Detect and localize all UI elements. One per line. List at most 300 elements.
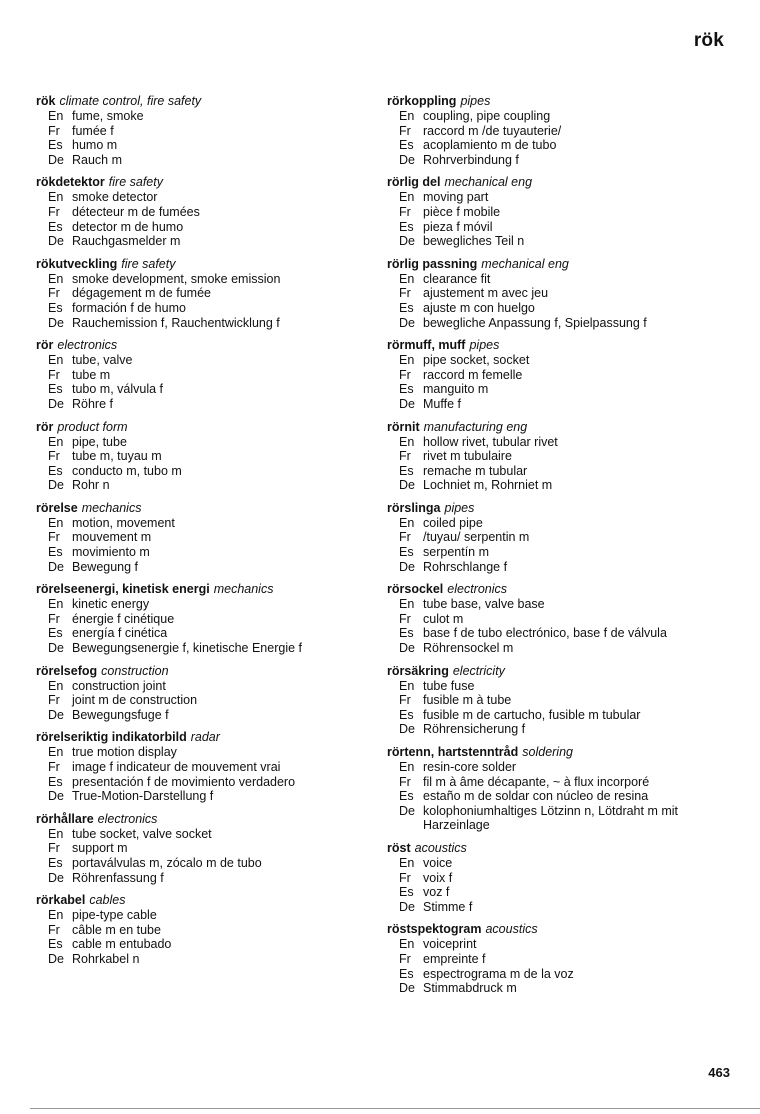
headword: rörsäkring bbox=[387, 663, 449, 678]
dictionary-entry bbox=[387, 94, 732, 167]
entry-heading bbox=[36, 812, 386, 827]
subject-domain: pipes bbox=[444, 500, 475, 515]
translation-text: formación f de humo bbox=[72, 300, 186, 315]
translation-line bbox=[387, 693, 732, 708]
translation-line bbox=[36, 560, 386, 575]
translation-text: estaño m de soldar con núcleo de resina bbox=[423, 789, 649, 804]
language-code: Es bbox=[399, 885, 414, 900]
language-code: Fr bbox=[399, 204, 411, 219]
language-code: En bbox=[399, 434, 415, 449]
headword: rör bbox=[36, 338, 54, 353]
translation-line bbox=[387, 234, 732, 249]
subject-domain: pipes bbox=[469, 338, 500, 353]
language-code: Es bbox=[48, 463, 63, 478]
translation-line bbox=[36, 464, 386, 479]
translation-line bbox=[387, 449, 732, 464]
translation-text: voix f bbox=[423, 870, 453, 885]
translation-text: Rohr n bbox=[72, 478, 110, 493]
translation-line bbox=[36, 923, 386, 938]
translation-line bbox=[36, 449, 386, 464]
subject-domain: construction bbox=[101, 663, 169, 678]
translation-line bbox=[387, 478, 732, 493]
translation-line bbox=[36, 368, 386, 383]
subject-domain: manufacturing eng bbox=[423, 419, 528, 434]
translation-line bbox=[387, 789, 732, 804]
dictionary-entry bbox=[387, 257, 732, 330]
translation-text: Muffe f bbox=[423, 396, 461, 411]
translation-line bbox=[36, 952, 386, 967]
translation-text: raccord m /de tuyauterie/ bbox=[423, 123, 562, 138]
translation-text: /tuyau/ serpentin m bbox=[423, 530, 530, 545]
subject-domain: pipes bbox=[460, 94, 491, 108]
translation-line bbox=[387, 382, 732, 397]
language-code: Es bbox=[48, 382, 63, 397]
translation-line bbox=[387, 190, 732, 205]
language-code: De bbox=[399, 559, 415, 574]
translation-line bbox=[36, 205, 386, 220]
language-code: De bbox=[48, 478, 64, 493]
language-code: De bbox=[399, 478, 415, 493]
language-code: De bbox=[399, 315, 415, 330]
language-code: En bbox=[399, 937, 415, 952]
language-code: Fr bbox=[399, 774, 411, 789]
translation-text: portaválvulas m, zócalo m de tubo bbox=[72, 855, 262, 870]
language-code: Es bbox=[48, 855, 63, 870]
dictionary-entry bbox=[387, 420, 732, 493]
translation-text: Rauchemission f, Rauchentwicklung f bbox=[72, 315, 280, 330]
translation-text: fusible m de cartucho, fusible m tubular bbox=[423, 707, 641, 722]
language-code: En bbox=[48, 515, 64, 530]
language-code: Fr bbox=[48, 922, 60, 937]
dictionary-entry bbox=[36, 812, 386, 885]
subject-domain: electronics bbox=[97, 811, 158, 826]
language-code: En bbox=[399, 353, 415, 368]
translation-line bbox=[387, 109, 732, 124]
translation-line bbox=[36, 745, 386, 760]
entry-heading bbox=[36, 175, 386, 190]
translation-text: fume, smoke bbox=[72, 109, 144, 123]
language-code: Fr bbox=[399, 530, 411, 545]
translation-text: tube fuse bbox=[423, 678, 475, 693]
language-code: Es bbox=[399, 545, 414, 560]
language-code: De bbox=[48, 234, 64, 249]
translation-line bbox=[387, 316, 732, 331]
language-code: De bbox=[48, 315, 64, 330]
dictionary-entry bbox=[36, 730, 386, 803]
language-code: Es bbox=[399, 138, 414, 153]
translation-line bbox=[387, 397, 732, 412]
translation-text: serpentín m bbox=[423, 545, 490, 560]
headword: rörlig passning bbox=[387, 256, 478, 271]
language-code: En bbox=[399, 109, 415, 123]
language-code: De bbox=[399, 396, 415, 411]
dictionary-entry bbox=[36, 582, 386, 655]
entry-heading bbox=[36, 501, 386, 516]
language-code: Fr bbox=[399, 611, 411, 626]
translation-text: bewegliche Anpassung f, Spielpassung f bbox=[423, 315, 647, 330]
subject-domain: fire safety bbox=[108, 175, 163, 190]
language-code: Es bbox=[48, 300, 63, 315]
translation-line bbox=[36, 597, 386, 612]
language-code: De bbox=[48, 152, 64, 167]
subject-domain: mechanical eng bbox=[444, 175, 533, 190]
translation-text: joint m de construction bbox=[72, 693, 198, 708]
entry-heading bbox=[387, 582, 732, 597]
translation-text: True-Motion-Darstellung f bbox=[72, 789, 214, 804]
language-code: De bbox=[48, 559, 64, 574]
headword: röstspektogram bbox=[387, 922, 482, 937]
entry-heading bbox=[36, 257, 386, 272]
translation-line bbox=[36, 190, 386, 205]
translation-line bbox=[36, 397, 386, 412]
translation-line bbox=[36, 908, 386, 923]
entry-heading bbox=[36, 94, 386, 109]
translation-text: Röhrensicherung f bbox=[423, 722, 526, 737]
language-code: De bbox=[48, 396, 64, 411]
entry-heading bbox=[387, 257, 732, 272]
language-code: De bbox=[399, 803, 415, 818]
translation-line bbox=[387, 530, 732, 545]
translation-text: tube m, tuyau m bbox=[72, 449, 162, 464]
dictionary-entry bbox=[36, 338, 386, 411]
language-code: Fr bbox=[399, 367, 411, 382]
translation-text: Bewegungsenergie f, kinetische Energie f bbox=[72, 641, 303, 656]
translation-line bbox=[36, 272, 386, 287]
translation-text: presentación f de movimiento verdadero bbox=[72, 774, 296, 789]
translation-line bbox=[36, 827, 386, 842]
translation-text: support m bbox=[72, 841, 128, 856]
language-code: Fr bbox=[48, 611, 60, 626]
language-code: De bbox=[399, 152, 415, 167]
language-code: De bbox=[399, 899, 415, 914]
translation-text: pipe-type cable bbox=[72, 908, 157, 923]
headword: rörnit bbox=[387, 419, 420, 434]
translation-text: voice bbox=[423, 855, 453, 870]
translation-line bbox=[36, 612, 386, 627]
translation-text: énergie f cinétique bbox=[72, 611, 175, 626]
translation-line bbox=[387, 775, 732, 790]
language-code: Es bbox=[48, 138, 63, 153]
translation-line bbox=[387, 885, 732, 900]
translation-line bbox=[36, 937, 386, 952]
translation-line bbox=[36, 138, 386, 153]
translation-line bbox=[387, 301, 732, 316]
language-code: En bbox=[399, 760, 415, 774]
translation-line bbox=[387, 286, 732, 301]
translation-line bbox=[387, 220, 732, 235]
headword: rörelseriktig indikatorbild bbox=[36, 730, 187, 745]
translation-text: humo m bbox=[72, 138, 118, 153]
translation-text: ajuste m con huelgo bbox=[423, 300, 535, 315]
language-code: En bbox=[48, 434, 64, 449]
translation-text: acoplamiento m de tubo bbox=[423, 138, 557, 153]
translation-text: pièce f mobile bbox=[423, 204, 501, 219]
translation-text: image f indicateur de mouvement vrai bbox=[72, 760, 281, 774]
language-code: Es bbox=[48, 774, 63, 789]
translation-line bbox=[387, 153, 732, 168]
translation-text: culot m bbox=[423, 611, 464, 626]
language-code: En bbox=[48, 826, 64, 841]
translation-line bbox=[36, 382, 386, 397]
entry-heading bbox=[36, 730, 386, 745]
translation-text: tube, valve bbox=[72, 353, 133, 368]
translation-text: raccord m femelle bbox=[423, 367, 523, 382]
translation-text: remache m tubular bbox=[423, 463, 528, 478]
entry-heading bbox=[387, 420, 732, 435]
language-code: Fr bbox=[48, 449, 60, 464]
translation-line bbox=[387, 856, 732, 871]
translation-text: clearance fit bbox=[423, 271, 491, 286]
language-code: En bbox=[48, 597, 64, 612]
headword: rörelseenergi, kinetisk energi bbox=[36, 582, 210, 597]
translation-text: coupling, pipe coupling bbox=[423, 109, 551, 123]
entry-heading bbox=[36, 420, 386, 435]
translation-text: motion, movement bbox=[72, 515, 175, 530]
language-code: En bbox=[48, 678, 64, 693]
translation-text: bewegliches Teil n bbox=[423, 234, 525, 249]
subject-domain: climate control, fire safety bbox=[59, 94, 202, 108]
translation-line bbox=[387, 124, 732, 139]
language-code: Es bbox=[48, 219, 63, 234]
headword: rörtenn, hartstenntråd bbox=[387, 745, 519, 759]
translation-line bbox=[387, 641, 732, 656]
translation-text: cable m entubado bbox=[72, 937, 172, 952]
language-code: En bbox=[48, 745, 64, 760]
translation-line bbox=[36, 220, 386, 235]
subject-domain: electronics bbox=[447, 582, 508, 597]
headword: rörmuff, muff bbox=[387, 338, 466, 353]
translation-text: tube base, valve base bbox=[423, 597, 545, 612]
language-code: De bbox=[48, 707, 64, 722]
language-code: Es bbox=[399, 789, 414, 804]
dictionary-entry bbox=[36, 893, 386, 966]
translation-text: fumée f bbox=[72, 123, 114, 138]
dictionary-entry bbox=[36, 257, 386, 330]
language-code: Fr bbox=[399, 286, 411, 301]
translation-text: mouvement m bbox=[72, 530, 152, 545]
translation-text: moving part bbox=[423, 190, 489, 205]
language-code: De bbox=[399, 722, 415, 737]
language-code: De bbox=[399, 641, 415, 656]
translation-line bbox=[387, 545, 732, 560]
entry-heading bbox=[387, 338, 732, 353]
subject-domain: radar bbox=[190, 730, 220, 745]
language-code: De bbox=[48, 641, 64, 656]
translation-line bbox=[387, 679, 732, 694]
translation-line bbox=[36, 153, 386, 168]
language-code: Es bbox=[48, 545, 63, 560]
headword: rörsockel bbox=[387, 582, 444, 597]
dictionary-entry bbox=[387, 841, 732, 914]
language-code: En bbox=[48, 908, 64, 923]
translation-line bbox=[387, 205, 732, 220]
translation-line bbox=[387, 760, 732, 775]
translation-line bbox=[387, 516, 732, 531]
language-code: Fr bbox=[48, 760, 60, 774]
dictionary-entry bbox=[387, 175, 732, 248]
language-code: Es bbox=[48, 626, 63, 641]
dictionary-entry bbox=[36, 175, 386, 248]
language-code: En bbox=[399, 678, 415, 693]
translation-line bbox=[36, 708, 386, 723]
translation-line bbox=[387, 597, 732, 612]
translation-line bbox=[36, 435, 386, 450]
translation-text: smoke development, smoke emission bbox=[72, 271, 281, 286]
translation-text: tubo m, válvula f bbox=[72, 382, 164, 397]
translation-text: Bewegungsfuge f bbox=[72, 707, 169, 722]
translation-line bbox=[36, 109, 386, 124]
translation-line bbox=[387, 952, 732, 967]
translation-line bbox=[387, 900, 732, 915]
translation-text: empreinte f bbox=[423, 951, 486, 966]
translation-line bbox=[36, 353, 386, 368]
language-code: Es bbox=[399, 966, 414, 981]
translation-text: hollow rivet, tubular rivet bbox=[423, 434, 558, 449]
translation-text: détecteur m de fumées bbox=[72, 204, 200, 219]
language-code: En bbox=[399, 855, 415, 870]
headword: rörslinga bbox=[387, 500, 441, 515]
subject-domain: acoustics bbox=[485, 922, 538, 937]
translation-line bbox=[36, 775, 386, 790]
headword: rörhållare bbox=[36, 811, 94, 826]
subject-domain: cables bbox=[89, 893, 126, 908]
subject-domain: product form bbox=[57, 419, 128, 434]
entry-heading bbox=[387, 175, 732, 190]
translation-line bbox=[36, 286, 386, 301]
language-code: De bbox=[399, 981, 415, 996]
subject-domain: electronics bbox=[57, 338, 118, 353]
translation-text: kinetic energy bbox=[72, 597, 150, 612]
language-code: Fr bbox=[399, 951, 411, 966]
translation-text: Röhre f bbox=[72, 396, 113, 411]
language-code: Es bbox=[48, 937, 63, 952]
translation-line bbox=[36, 478, 386, 493]
subject-domain: electricity bbox=[452, 663, 505, 678]
headword: rökutveckling bbox=[36, 256, 118, 271]
translation-line bbox=[387, 464, 732, 479]
translation-text: Stimme f bbox=[423, 899, 473, 914]
entry-heading bbox=[387, 664, 732, 679]
subject-domain: acoustics bbox=[414, 840, 467, 855]
translation-line bbox=[36, 545, 386, 560]
translation-text: tube m bbox=[72, 367, 111, 382]
translation-text: resin-core solder bbox=[423, 760, 517, 774]
language-code: Es bbox=[399, 300, 414, 315]
translation-line bbox=[387, 722, 732, 737]
translation-line bbox=[36, 841, 386, 856]
translation-text: dégagement m de fumée bbox=[72, 286, 211, 301]
dictionary-entry bbox=[36, 420, 386, 493]
translation-text: construction joint bbox=[72, 678, 166, 693]
language-code: Fr bbox=[399, 123, 411, 138]
translation-text: pieza f móvil bbox=[423, 219, 493, 234]
dictionary-column-left bbox=[36, 94, 386, 975]
page-number: 463 bbox=[708, 1065, 730, 1080]
headword: rörelsefog bbox=[36, 663, 98, 678]
dictionary-entry bbox=[387, 338, 732, 411]
translation-line bbox=[36, 871, 386, 886]
subject-domain: mechanics bbox=[81, 500, 142, 515]
translation-text: Lochniet m, Rohrniet m bbox=[423, 478, 553, 493]
dictionary-entry bbox=[387, 582, 732, 655]
translation-line bbox=[387, 871, 732, 886]
translation-line bbox=[387, 937, 732, 952]
headword: rörelse bbox=[36, 500, 78, 515]
language-code: Es bbox=[399, 463, 414, 478]
translation-text: Rohrverbindung f bbox=[423, 152, 519, 167]
translation-line bbox=[387, 435, 732, 450]
translation-line bbox=[36, 124, 386, 139]
language-code: De bbox=[48, 870, 64, 885]
language-code: Fr bbox=[48, 367, 60, 382]
language-code: Fr bbox=[399, 693, 411, 708]
translation-line bbox=[36, 693, 386, 708]
language-code: Fr bbox=[48, 693, 60, 708]
translation-text: Rauchgasmelder m bbox=[72, 234, 181, 249]
translation-line bbox=[387, 804, 732, 833]
language-code: Es bbox=[399, 382, 414, 397]
translation-line bbox=[36, 679, 386, 694]
entry-heading bbox=[387, 501, 732, 516]
translation-text: voz f bbox=[423, 885, 450, 900]
translation-line bbox=[36, 530, 386, 545]
translation-line bbox=[387, 708, 732, 723]
dictionary-column-right bbox=[387, 94, 732, 1004]
translation-line bbox=[387, 626, 732, 641]
translation-text: fil m à âme décapante, ~ à flux incorporé bbox=[423, 774, 650, 789]
headword: rökdetektor bbox=[36, 175, 105, 190]
translation-text: detector m de humo bbox=[72, 219, 184, 234]
entry-heading bbox=[36, 664, 386, 679]
translation-text: voiceprint bbox=[423, 937, 477, 952]
translation-text: Bewegung f bbox=[72, 559, 139, 574]
language-code: En bbox=[399, 190, 415, 205]
translation-line bbox=[36, 641, 386, 656]
language-code: En bbox=[48, 353, 64, 368]
entry-heading bbox=[36, 338, 386, 353]
translation-text: movimiento m bbox=[72, 545, 150, 560]
translation-text: tube socket, valve socket bbox=[72, 826, 212, 841]
entry-heading bbox=[387, 922, 732, 937]
translation-text: coiled pipe bbox=[423, 515, 483, 530]
language-code: Fr bbox=[48, 286, 60, 301]
subject-domain: soldering bbox=[522, 745, 573, 759]
language-code: Fr bbox=[48, 841, 60, 856]
translation-line bbox=[387, 967, 732, 982]
translation-text: fusible m à tube bbox=[423, 693, 512, 708]
translation-text: câble m en tube bbox=[72, 922, 161, 937]
translation-text: Röhrensockel m bbox=[423, 641, 514, 656]
headword: rörkabel bbox=[36, 893, 86, 908]
language-code: En bbox=[48, 109, 64, 123]
dictionary-entry bbox=[36, 664, 386, 723]
translation-text: energía f cinética bbox=[72, 626, 168, 641]
headword: rörkoppling bbox=[387, 94, 457, 108]
language-code: En bbox=[48, 190, 64, 205]
entry-heading bbox=[36, 582, 386, 597]
entry-heading bbox=[36, 893, 386, 908]
translation-text: manguito m bbox=[423, 382, 489, 397]
language-code: Fr bbox=[48, 530, 60, 545]
language-code: Fr bbox=[48, 123, 60, 138]
language-code: De bbox=[48, 789, 64, 804]
language-code: Es bbox=[399, 626, 414, 641]
translation-line bbox=[36, 516, 386, 531]
translation-line bbox=[387, 272, 732, 287]
language-code: De bbox=[399, 234, 415, 249]
language-code: Fr bbox=[399, 449, 411, 464]
language-code: Es bbox=[399, 707, 414, 722]
